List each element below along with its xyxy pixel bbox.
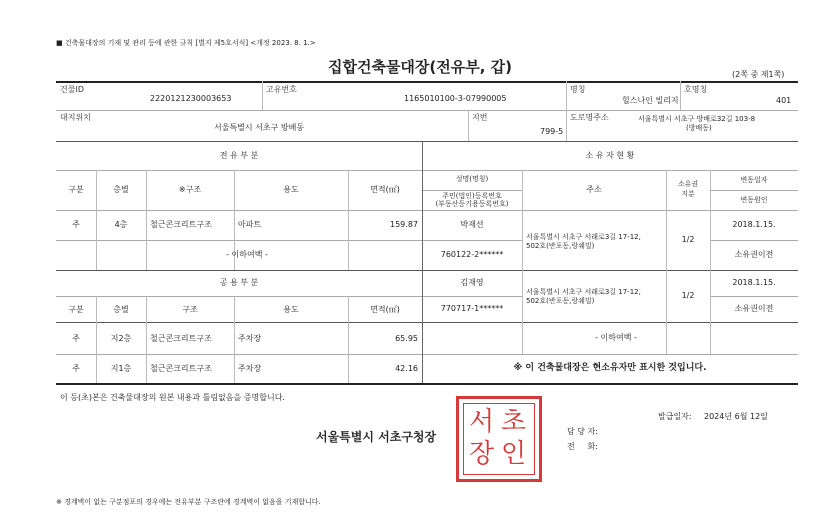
owner-share: 1/2 xyxy=(681,235,695,244)
issuer-name: 서울특별시 서초구청장 xyxy=(316,430,437,444)
officer-label: 담 당 자: xyxy=(567,427,598,436)
lot-number-label: 지번 xyxy=(472,113,488,122)
site-location-value: 서울특별시 서초구 방배동 xyxy=(214,123,305,132)
owner-change-reason: 소유권이전 xyxy=(734,304,774,313)
owner-change-reason: 소유권이전 xyxy=(734,250,774,259)
common-row-structure: 철근콘크리트구조 xyxy=(150,364,212,373)
common-row-structure: 철근콘크리트구조 xyxy=(150,334,212,343)
owner-header-date: 변동일자 xyxy=(740,176,768,184)
building-id-label: 건물ID xyxy=(60,85,84,94)
name-label: 명칭 xyxy=(570,85,586,94)
common-header-structure: 구조 xyxy=(182,305,198,314)
exclusive-header-floor: 층별 xyxy=(113,185,129,194)
exclusive-header-usage: 용도 xyxy=(283,185,299,194)
road-address-value: 서울특별시 서초구 방배로32길 103-8 xyxy=(638,115,756,123)
common-header-usage: 용도 xyxy=(283,305,299,314)
building-id-value: 2220121230003653 xyxy=(150,94,232,103)
common-row-area: 42.16 xyxy=(395,364,418,373)
exclusive-header-area: 면적(㎡) xyxy=(370,185,400,194)
footnote: ※ 경계벽이 없는 구분점포의 경우에는 전유부분 구조란에 경계벽이 없음을 기재합니다. xyxy=(56,498,321,506)
common-row-area: 65.95 xyxy=(395,334,418,343)
table-bottom-border xyxy=(56,383,798,385)
table-top-border xyxy=(56,81,798,83)
exclusive-end-note: - 이하여백 - xyxy=(226,250,268,259)
document-title: 집합건축물대장(전유부, 갑) xyxy=(327,58,513,76)
owner-header-reason: 변동원인 xyxy=(740,196,768,204)
name-value: 힐스나인 빌리지 xyxy=(622,96,679,105)
common-header-type: 구분 xyxy=(68,305,84,314)
common-section-title: 공 용 부 분 xyxy=(219,278,259,287)
common-row-floor: 지1층 xyxy=(110,364,132,373)
owner-id-number: 760122-2****** xyxy=(440,250,504,259)
owner-header-name: 성명(명칭) xyxy=(455,175,489,183)
current-owner-notice: ※ 이 건축물대장은 현소유자만 표시한 것입니다. xyxy=(513,363,707,373)
owner-change-date: 2018.1.15. xyxy=(732,278,776,287)
issue-date-value: 2024년 6월 12일 xyxy=(704,412,768,421)
exclusive-row-type: 주 xyxy=(72,220,80,229)
unique-number-value: 1165010100-3-07990005 xyxy=(404,94,507,103)
issue-date-label: 발급일자: xyxy=(658,412,692,421)
common-row-type: 주 xyxy=(72,334,80,343)
owner-header-id-sub: (부동산등기용등록번호) xyxy=(435,200,509,208)
owner-address: 서울특별시 서초구 서래로3길 17-12, xyxy=(526,233,641,241)
phone-label: 전 화: xyxy=(567,442,598,451)
common-header-floor: 층별 xyxy=(113,305,129,314)
road-address-label: 도로명주소 xyxy=(570,113,609,122)
owner-header-share: 소유권 xyxy=(677,180,699,188)
owner-header-address: 주소 xyxy=(586,185,602,194)
exclusive-header-type: 구분 xyxy=(68,185,84,194)
page-info: (2쪽 중 제1쪽) xyxy=(732,70,785,79)
owner-address: 서울특별시 서초구 서래로3길 17-12, xyxy=(526,288,641,296)
exclusive-header-structure: ※구조 xyxy=(178,185,202,194)
owner-address-detail: 502호(반포동,랑쉐빌) xyxy=(526,297,595,305)
certification-text: 이 등(초)본은 건축물대장의 원본 내용과 틀림없음을 증명합니다. xyxy=(60,393,285,402)
common-header-area: 면적(㎡) xyxy=(370,305,400,314)
road-address-dong: (방배동) xyxy=(686,124,712,132)
unique-number-label: 고유번호 xyxy=(266,85,297,94)
exclusive-row-structure: 철근콘크리트구조 xyxy=(150,220,212,229)
exclusive-row-usage: 아파트 xyxy=(238,220,262,229)
owner-name: 박재선 xyxy=(460,220,484,229)
owner-name: 김재영 xyxy=(460,278,484,287)
owner-id-number: 770717-1****** xyxy=(440,304,504,313)
owner-section-title: 소 유 자 현 황 xyxy=(585,151,635,160)
exclusive-section-title: 전 유 부 분 xyxy=(219,151,259,160)
owner-change-date: 2018.1.15. xyxy=(732,220,776,229)
common-row-type: 주 xyxy=(72,364,80,373)
common-row-usage: 주차장 xyxy=(238,364,262,373)
site-location-label: 대지위치 xyxy=(60,113,91,122)
lot-number-value: 799-5 xyxy=(540,127,564,136)
owner-header-share-sub: 지분 xyxy=(681,190,695,198)
exclusive-row-area: 159.87 xyxy=(390,220,418,229)
owner-address-detail: 502호(반포동,랑쉐빌) xyxy=(526,242,595,250)
exclusive-row-floor: 4층 xyxy=(114,220,128,229)
owner-end-note: - 이하여백 - xyxy=(595,333,637,342)
official-seal-stamp: 서 초 장 인 xyxy=(456,396,542,482)
common-row-usage: 주차장 xyxy=(238,334,262,343)
regulation-caption: ■ 건축물대장의 기재 및 관리 등에 관한 규칙 [별지 제5호서식] <개정 2023. 8. 1.> xyxy=(56,39,316,47)
unit-name-value: 401 xyxy=(776,96,792,105)
unit-name-label: 호명칭 xyxy=(684,85,708,94)
owner-header-id: 주민(법인)등록번호 xyxy=(442,192,502,200)
owner-share: 1/2 xyxy=(681,291,695,300)
common-row-floor: 지2층 xyxy=(110,334,132,343)
